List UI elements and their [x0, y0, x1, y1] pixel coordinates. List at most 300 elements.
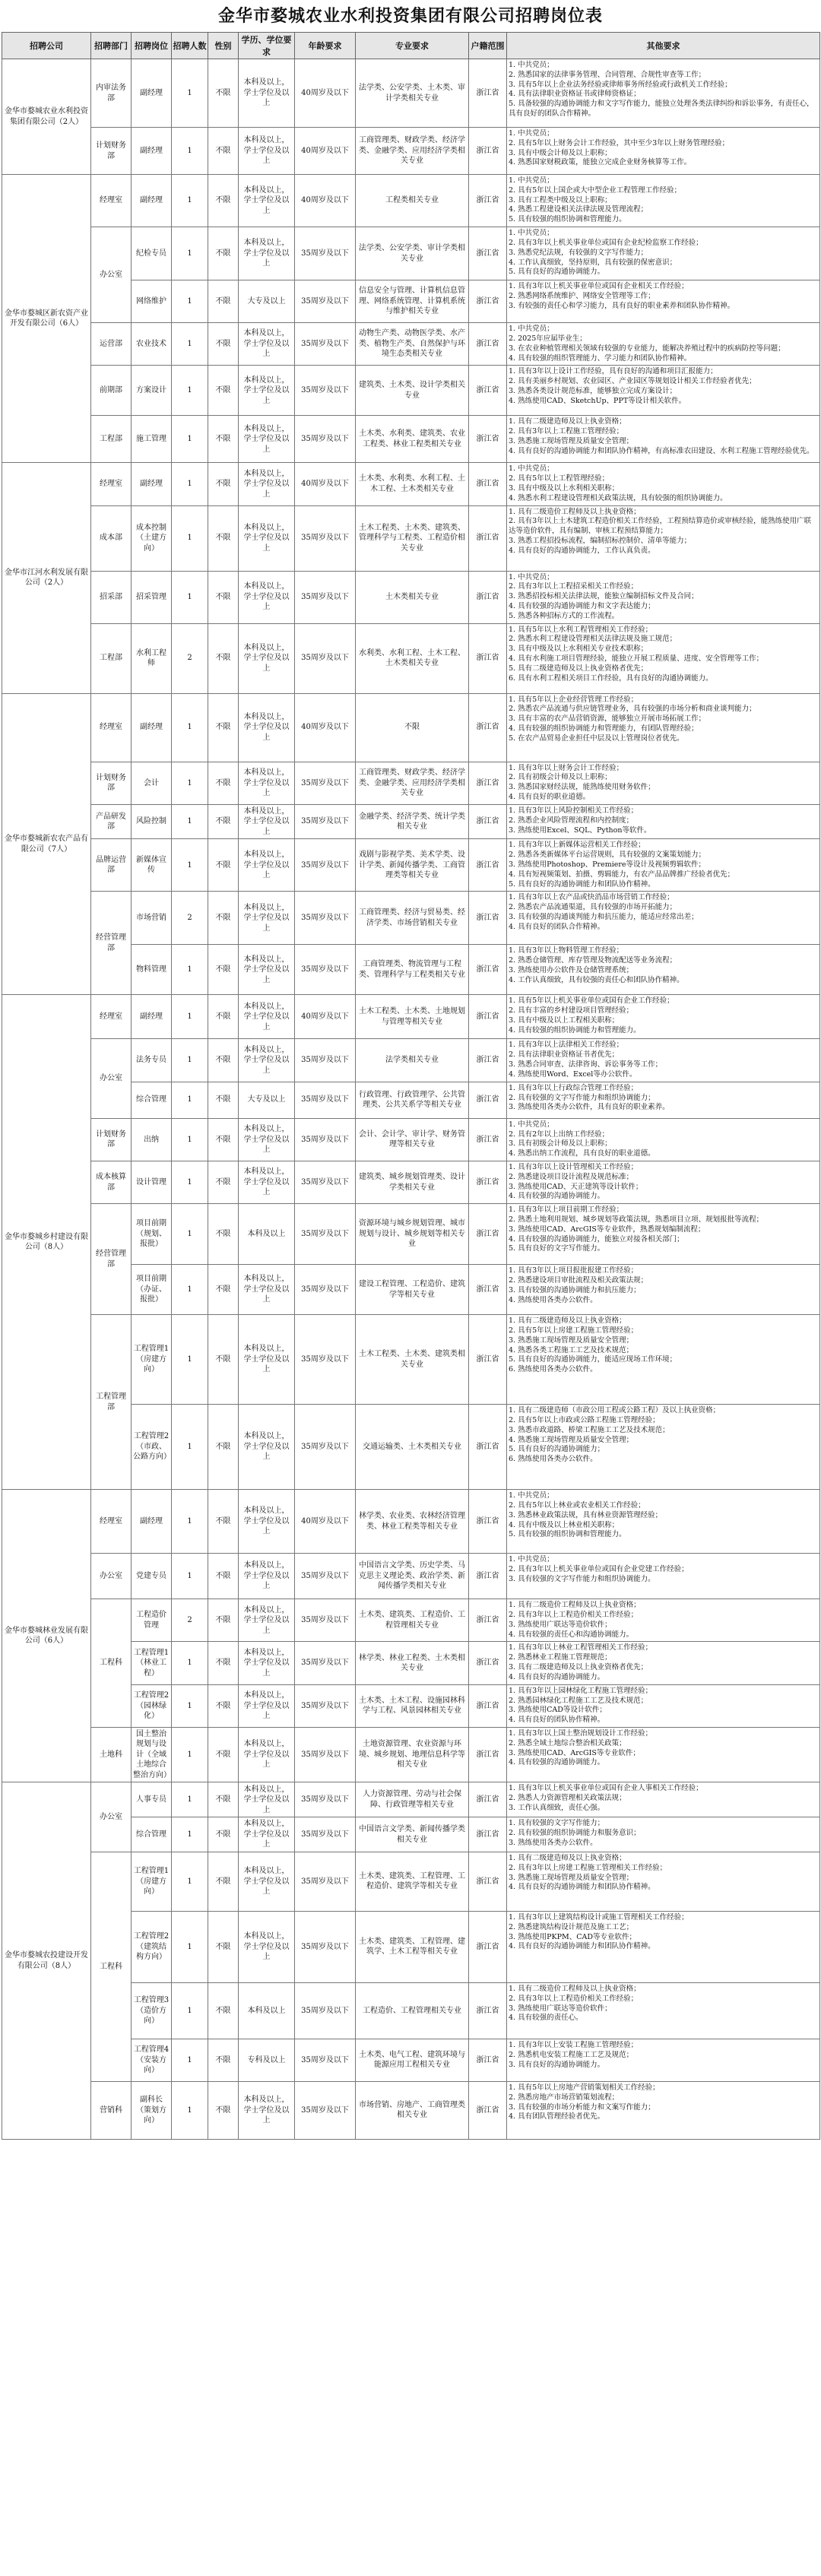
other-requirements-cell	[507, 1204, 820, 1265]
age-cell: 35周岁及以下	[295, 1039, 356, 1082]
requirement-line: 4. 具有良好的团队合作精神。	[509, 922, 605, 931]
requirement-line: 2. 具有5年以上工程管理经验；	[509, 474, 610, 483]
age-cell: 35周岁及以下	[295, 1727, 356, 1782]
other-requirements-cell	[507, 1782, 820, 1817]
requirement-line: 4. 具有良好的沟通协调能力和团队协作精神。	[509, 1883, 655, 1892]
requirement-line: 2. 具有3年以上工程造价相关工作经验；	[509, 1611, 639, 1619]
headcount-cell: 1	[172, 1161, 208, 1203]
department-cell: 工程科	[91, 1599, 132, 1728]
company-name-cell: 金华市婺城乡村建设有限公司（8人）	[2, 995, 91, 1490]
major-cell: 土木类、土木工程、设施园林科学与工程、风景园林相关专业	[356, 1684, 469, 1727]
requirement-line: 4. 具有较强的责任心。	[509, 2014, 583, 2023]
age-cell: 35周岁及以下	[295, 323, 356, 366]
requirement-line: 4. 具有良好的沟通协调能力，工作认真负责。	[509, 546, 655, 555]
requirement-line: 4. 具有良好的沟通协调能力和团队协作精神。	[509, 1942, 655, 1951]
age-cell: 35周岁及以下	[295, 1204, 356, 1265]
gender-cell: 不限	[208, 1405, 239, 1490]
requirement-line: 1. 具有二级建造师及以上执业资格；	[509, 417, 626, 426]
other-requirements-cell	[507, 1265, 820, 1315]
requirement-line: 1. 具有3年以上机关事业单位或国有企业相关工作经验；	[509, 282, 689, 291]
requirement-line: 2. 熟悉建设项目审批流程及相关政策法规；	[509, 1276, 648, 1285]
requirement-line: 1. 具有3年以上物料管理工作经验；	[509, 946, 624, 955]
position-cell: 法务专员	[132, 1039, 172, 1082]
requirement-line: 2. 具有3年以上机关事业单位或国有企业党建工作经验；	[509, 1565, 689, 1573]
major-cell: 建筑类、城乡规划管理类、设计学类相关专业	[356, 1161, 469, 1203]
column-header: 招聘公司	[2, 33, 91, 59]
requirement-line: 1. 具有3年以上项目前期工作经验；	[509, 1206, 624, 1215]
table-row	[2, 1039, 820, 1082]
table-row	[2, 1727, 820, 1782]
hukou-cell: 浙江省	[469, 1599, 507, 1642]
education-cell: 本科及以上	[239, 1982, 295, 2039]
age-cell: 35周岁及以下	[295, 1599, 356, 1642]
major-cell: 市场营销、房地产、工商管理类相关专业	[356, 2081, 469, 2139]
table-row	[2, 1554, 820, 1599]
hukou-cell: 浙江省	[469, 623, 507, 693]
hukou-cell: 浙江省	[469, 323, 507, 366]
position-cell: 副科长（策划方向）	[132, 2081, 172, 2139]
headcount-cell: 1	[172, 227, 208, 280]
age-cell: 35周岁及以下	[295, 227, 356, 280]
position-cell: 项目前期（办证、报批）	[132, 1265, 172, 1315]
requirement-line: 3. 具有中级及以上工程相关职称；	[509, 1016, 620, 1025]
requirement-line: 4. 熟悉水利工程建设管理相关政策法规，具有较强的组织协调能力。	[509, 493, 727, 502]
requirement-line: 3. 熟练使用PKPM、CAD等专业软件；	[509, 1932, 636, 1941]
requirement-line: 4. 具有较强的组织协调能力和管理能力。	[509, 1025, 641, 1035]
education-cell: 本科及以上，学士学位及以上	[239, 1782, 295, 1817]
other-requirements-cell	[507, 995, 820, 1039]
major-cell: 土木类、水利类、建筑类、农业工程类、林业工程类相关专业	[356, 416, 469, 463]
hukou-cell: 浙江省	[469, 995, 507, 1039]
position-cell: 网络维护	[132, 280, 172, 323]
requirement-line: 2. 熟悉各类新媒体平台运营规则，具有较强的文案策划能力；	[509, 851, 706, 860]
education-cell: 本科及以上，学士学位及以上	[239, 1727, 295, 1782]
requirement-line: 3. 具有中级及以上水利相关职称；	[509, 483, 620, 493]
education-cell: 本科及以上，学士学位及以上	[239, 623, 295, 693]
table-row	[2, 1852, 820, 1911]
education-cell: 本科及以上，学士学位及以上	[239, 323, 295, 366]
requirement-line: 2. 熟悉建筑结构设计规范及施工工艺；	[509, 1922, 634, 1931]
major-cell: 行政管理、行政管理学、公共管理类、公共关系学等相关专业	[356, 1082, 469, 1118]
major-cell: 土木类相关专业	[356, 571, 469, 623]
recruitment-table	[2, 32, 820, 2140]
position-cell: 工程管理4（安装方向）	[132, 2039, 172, 2081]
position-cell: 纪检专员	[132, 227, 172, 280]
requirement-line: 1. 具有3年以上设计管理相关工作经验；	[509, 1162, 639, 1171]
requirement-line: 5. 具有良好的沟通协调能力。	[509, 268, 605, 277]
gender-cell: 不限	[208, 1118, 239, 1161]
other-requirements-cell	[507, 571, 820, 623]
requirement-line: 3. 熟悉党纪法规，有较强的文字写作能力；	[509, 248, 648, 257]
major-cell: 土地资源管理、农业资源与环境、城乡规划、地理信息科学等相关专业	[356, 1727, 469, 1782]
requirement-line: 1. 具有5年以上企业经营管理工作经验；	[509, 695, 639, 704]
headcount-cell: 1	[172, 1817, 208, 1852]
requirement-line: 5. 具有良好的沟通协调能力和团队协作精神。	[509, 879, 655, 889]
requirement-line: 4. 工作认真细致，坚持原则，具有较强的保密意识；	[509, 258, 677, 267]
age-cell: 40周岁及以下	[295, 995, 356, 1039]
requirement-line: 4. 熟练使用Word、Excel等办公软件。	[509, 1069, 637, 1079]
age-cell: 35周岁及以下	[295, 1817, 356, 1852]
requirement-line: 4. 具有良好的沟通协调能力。	[509, 1672, 605, 1681]
table-row	[2, 128, 820, 175]
requirement-line: 4. 熟练使用CAD、SketchUp、PPT等设计相关软件。	[509, 396, 686, 405]
requirement-line: 1. 具有二级造价工程师及以上执业资格；	[509, 1984, 641, 1993]
headcount-cell: 1	[172, 1911, 208, 1982]
headcount-cell: 1	[172, 1265, 208, 1315]
education-cell: 本科及以上，学士学位及以上	[239, 892, 295, 945]
requirement-line: 2. 具有美丽乡村规划、农业园区、产业园区等规划设计相关工作经验者优先；	[509, 377, 756, 386]
requirement-line: 4. 熟悉施工现场管理及质量安全管理；	[509, 1435, 634, 1444]
requirement-line: 4. 熟悉各类工程施工工艺及技术规范；	[509, 1345, 634, 1355]
table-row	[2, 995, 820, 1039]
company-name-cell: 金华市婺城农业水利投资集团有限公司（2人）	[2, 59, 91, 175]
other-requirements-cell	[507, 1039, 820, 1082]
gender-cell: 不限	[208, 227, 239, 280]
other-requirements-cell	[507, 1405, 820, 1490]
age-cell: 35周岁及以下	[295, 571, 356, 623]
table-row	[2, 1204, 820, 1265]
requirement-line: 3. 熟练使用Excel、SQL、Python等软件。	[509, 825, 651, 835]
requirement-line: 1. 具有3年以上建筑结构设计或施工管理相关工作经验；	[509, 1912, 689, 1922]
major-cell: 土木工程类、土木类、土地规划与管理等相关专业	[356, 995, 469, 1039]
requirement-line: 5. 熟悉各种招标方式的工作流程。	[509, 611, 620, 620]
department-cell: 计划财务部	[91, 128, 132, 175]
education-cell: 本科及以上，学士学位及以上	[239, 1852, 295, 1911]
position-cell: 会计	[132, 762, 172, 804]
major-cell: 工商管理类、经济与贸易类、经济学类、市场营销相关专业	[356, 892, 469, 945]
other-requirements-cell	[507, 1911, 820, 1982]
age-cell: 40周岁及以下	[295, 175, 356, 227]
requirement-line: 3. 熟悉林业政策法规，具有林业资源管理经验；	[509, 1510, 663, 1519]
requirement-line: 5. 具有良好的文字写作能力。	[509, 1244, 605, 1253]
major-cell: 土木类、水利类、水利工程、土木工程、土木类相关专业	[356, 463, 469, 505]
requirement-line: 4. 工作认真细致，具有较强的责任心和团队协作精神。	[509, 975, 684, 984]
requirement-line: 2. 具有5年以上市政或公路工程施工管理经验；	[509, 1416, 660, 1424]
other-requirements-cell	[507, 59, 820, 128]
education-cell: 本科及以上，学士学位及以上	[239, 1599, 295, 1642]
requirement-line: 2. 具有3年以上机关事业单位或国有企业纪检监察工作经验；	[509, 238, 703, 247]
requirement-line: 1. 中共党员；	[509, 1491, 554, 1500]
education-cell: 本科及以上，学士学位及以上	[239, 1490, 295, 1554]
department-cell: 办公室	[91, 1039, 132, 1118]
position-cell: 招采管理	[132, 571, 172, 623]
hukou-cell: 浙江省	[469, 1265, 507, 1315]
requirement-line: 3. 具有中级会计师及以上职称；	[509, 148, 612, 157]
requirement-line: 2. 熟悉网络系统维护、网络安全管理等工作；	[509, 291, 655, 300]
age-cell: 35周岁及以下	[295, 1082, 356, 1118]
company-name-cell: 金华市婺城林业发展有限公司（6人）	[2, 1490, 91, 1782]
table-row	[2, 1118, 820, 1161]
hukou-cell: 浙江省	[469, 1490, 507, 1554]
requirement-line: 2. 熟悉水利工程建设管理相关法律法规及施工规范；	[509, 635, 677, 644]
hukou-cell: 浙江省	[469, 1554, 507, 1599]
headcount-cell: 1	[172, 128, 208, 175]
position-cell: 设计管理	[132, 1161, 172, 1203]
company-name-cell: 金华市婺城新农农产品有限公司（7人）	[2, 693, 91, 995]
requirement-line: 2. 具有3年以上房建工程施工管理相关工作经验；	[509, 1863, 667, 1872]
requirement-line: 1. 具有3年以上项目报批报建工作经验；	[509, 1266, 639, 1275]
other-requirements-cell	[507, 693, 820, 762]
other-requirements-cell	[507, 1118, 820, 1161]
other-requirements-cell	[507, 1161, 820, 1203]
headcount-cell: 1	[172, 175, 208, 227]
requirement-line: 2. 熟悉企业风险管理流程和内控制度；	[509, 816, 634, 825]
position-cell: 副经理	[132, 175, 172, 227]
requirement-line: 3. 熟悉施工现场管理及质量安全管理；	[509, 436, 634, 445]
column-header: 招聘岗位	[132, 33, 172, 59]
requirement-line: 2. 熟悉林业工程施工管理规范；	[509, 1653, 612, 1662]
major-cell: 工程造价、工程管理相关专业	[356, 1982, 469, 2039]
gender-cell: 不限	[208, 693, 239, 762]
headcount-cell: 2	[172, 892, 208, 945]
requirement-line: 3. 熟悉施工现场管理及质量安全管理；	[509, 1336, 634, 1345]
hukou-cell: 浙江省	[469, 762, 507, 804]
requirement-line: 2. 具有3年以上工程造价相关工作经验；	[509, 1994, 639, 2003]
major-cell: 土木类、建筑类、工程造价、工程管理相关专业	[356, 1599, 469, 1642]
department-cell: 营销科	[91, 2081, 132, 2139]
education-cell: 本科及以上，学士学位及以上	[239, 416, 295, 463]
major-cell: 法学类、公安学类、审计学类相关专业	[356, 227, 469, 280]
requirement-line: 2. 具有3年以上土木建筑工程造价相关工作经验，工程预结算造价或审核经验，能熟练使用广联达等造价软件，具有编制、审核工程预结算能力；	[509, 517, 812, 536]
company-name-cell: 金华市婺城农投建设开发有限公司（8人）	[2, 1782, 91, 2140]
headcount-cell: 1	[172, 1405, 208, 1490]
headcount-cell: 1	[172, 59, 208, 128]
department-cell: 工程科	[91, 1852, 132, 2081]
department-cell: 经理室	[91, 175, 132, 227]
education-cell: 本科及以上，学士学位及以上	[239, 1684, 295, 1727]
requirement-line: 4. 具有良好的职业道德。	[509, 793, 591, 802]
department-cell: 成本部	[91, 505, 132, 571]
other-requirements-cell	[507, 804, 820, 839]
gender-cell: 不限	[208, 1161, 239, 1203]
department-cell: 计划财务部	[91, 762, 132, 804]
education-cell: 本科及以上，学士学位及以上	[239, 1039, 295, 1082]
education-cell: 本科及以上，学士学位及以上	[239, 995, 295, 1039]
requirement-line: 3. 具有良好的沟通协调能力。	[509, 2060, 605, 2069]
requirement-line: 2. 熟悉农产品流通渠道，具有较强的市场开拓能力；	[509, 903, 677, 912]
requirement-line: 2. 具有5年以上林业或农业相关工作经验；	[509, 1501, 645, 1510]
education-cell: 本科及以上，学士学位及以上	[239, 804, 295, 839]
requirement-line: 3. 熟练使用CAD、天正建筑等设计软件；	[509, 1182, 643, 1191]
major-cell: 会计、会计学、审计学、财务管理等相关专业	[356, 1118, 469, 1161]
requirement-line: 2. 熟悉房地产市场营销策划流程；	[509, 2093, 620, 2102]
requirement-line: 6. 熟练使用各类办公软件。	[509, 1365, 598, 1374]
table-row	[2, 571, 820, 623]
requirement-line: 2. 具有5年以上国企或大中型企业工程管理工作经验；	[509, 185, 682, 195]
requirement-line: 3. 熟悉合同审查、法律咨询、诉讼事务等工作；	[509, 1060, 663, 1069]
department-cell: 经理室	[91, 1490, 132, 1554]
other-requirements-cell	[507, 945, 820, 995]
department-cell: 前期部	[91, 366, 132, 416]
requirement-line: 2. 具有5年以上财务会计工作经验，其中至少3年以上财务管理经验；	[509, 138, 730, 147]
gender-cell: 不限	[208, 839, 239, 892]
department-cell: 工程管理部	[91, 1315, 132, 1490]
headcount-cell: 1	[172, 323, 208, 366]
headcount-cell: 1	[172, 1490, 208, 1554]
gender-cell: 不限	[208, 59, 239, 128]
table-row	[2, 892, 820, 945]
requirement-line: 5. 具有二级建造师及以上执业资格者优先；	[509, 664, 648, 673]
requirement-line: 1. 具有3年以上财务会计工作经验；	[509, 763, 624, 772]
headcount-cell: 1	[172, 945, 208, 995]
age-cell: 35周岁及以下	[295, 945, 356, 995]
column-header: 年龄要求	[295, 33, 356, 59]
requirement-line: 5. 在农产品贸易企业担任中层及以上管理岗位者优先。	[509, 734, 684, 743]
age-cell: 35周岁及以下	[295, 1982, 356, 2039]
headcount-cell: 1	[172, 2081, 208, 2139]
requirement-line: 3. 熟练使用Photoshop、Premiere等设计及视频剪辑软件；	[509, 860, 706, 869]
requirement-line: 3. 具有二级建造师及以上执业资格者优先；	[509, 1663, 648, 1672]
position-cell: 党建专员	[132, 1554, 172, 1599]
major-cell: 法学类、公安学类、土木类、审计学类相关专业	[356, 59, 469, 128]
hukou-cell: 浙江省	[469, 1082, 507, 1118]
headcount-cell: 1	[172, 1782, 208, 1817]
position-cell: 新媒体宣传	[132, 839, 172, 892]
major-cell: 金融学类、经济学类、统计学类相关专业	[356, 804, 469, 839]
age-cell: 35周岁及以下	[295, 2039, 356, 2081]
gender-cell: 不限	[208, 1684, 239, 1727]
column-header: 性别	[208, 33, 239, 59]
requirement-line: 1. 中共党员；	[509, 1555, 554, 1564]
gender-cell: 不限	[208, 416, 239, 463]
requirement-line: 4. 熟练使用各类办公软件。	[509, 1295, 598, 1304]
headcount-cell: 1	[172, 762, 208, 804]
requirement-line: 2. 具有3年以上工程施工管理经验；	[509, 427, 624, 436]
other-requirements-cell	[507, 762, 820, 804]
other-requirements-cell	[507, 1684, 820, 1727]
headcount-cell: 1	[172, 995, 208, 1039]
major-cell: 中国语言文学类、新闻传播学类相关专业	[356, 1817, 469, 1852]
age-cell: 35周岁及以下	[295, 1265, 356, 1315]
other-requirements-cell	[507, 1642, 820, 1684]
position-cell: 副经理	[132, 693, 172, 762]
column-header: 户籍范围	[469, 33, 507, 59]
requirement-line: 3. 具有较强的沟通协调能力和抗压能力；	[509, 1285, 641, 1294]
requirement-line: 4. 具有较强的沟通协调能力和文字表达能力；	[509, 602, 655, 610]
education-cell: 本科及以上，学士学位及以上	[239, 59, 295, 128]
requirement-line: 4. 具有较强的组织管理能力、学习能力和团队协作精神。	[509, 353, 692, 363]
hukou-cell: 浙江省	[469, 463, 507, 505]
education-cell: 本科及以上，学士学位及以上	[239, 463, 295, 505]
requirement-line: 3. 具有较强的文字写作能力和组织协调能力。	[509, 1574, 655, 1583]
requirement-line: 4. 熟悉出纳工作流程，具有良好的职业道德。	[509, 1149, 655, 1158]
major-cell: 法学类相关专业	[356, 1039, 469, 1082]
hukou-cell: 浙江省	[469, 892, 507, 945]
age-cell: 40周岁及以下	[295, 463, 356, 505]
age-cell: 40周岁及以下	[295, 1490, 356, 1554]
gender-cell: 不限	[208, 623, 239, 693]
hukou-cell: 浙江省	[469, 2039, 507, 2081]
age-cell: 35周岁及以下	[295, 839, 356, 892]
education-cell: 本科及以上，学士学位及以上	[239, 505, 295, 571]
requirement-line: 4. 具有水利施工项目管理经验，能独立开展工程质量、进度、安全管理等工作；	[509, 654, 764, 664]
requirement-line: 1. 中共党员；	[509, 464, 554, 474]
requirement-line: 2. 具有5年以上房建工程施工管理经验；	[509, 1326, 639, 1335]
age-cell: 35周岁及以下	[295, 1315, 356, 1405]
requirement-line: 3. 具有较强的市场分析能力和文案写作能力；	[509, 2102, 655, 2112]
other-requirements-cell	[507, 280, 820, 323]
table-row	[2, 693, 820, 762]
requirement-line: 3. 熟悉工程招投标流程，编制招标控制价、清单等能力；	[509, 537, 692, 545]
requirement-line: 2. 熟悉国家的法律事务管理、合同管理、合规性审查等工作；	[509, 70, 706, 79]
column-header: 其他要求	[507, 33, 820, 59]
requirement-line: 3. 熟练使用CAD、ArcGIS等专业软件；	[509, 1748, 640, 1757]
major-cell: 土木工程类、土木类、建筑类相关专业	[356, 1315, 469, 1405]
table-row	[2, 1599, 820, 1642]
position-cell: 工程管理1（房建方向）	[132, 1315, 172, 1405]
requirement-line: 1. 具有较强的文字写作能力；	[509, 1819, 605, 1828]
gender-cell: 不限	[208, 1315, 239, 1405]
table-body	[2, 59, 820, 2140]
requirement-line: 3. 熟悉招投标相关法律法规，能独立编制招标文件及合同；	[509, 592, 699, 601]
gender-cell: 不限	[208, 505, 239, 571]
major-cell: 工商管理类、财政学类、经济学类、金融学类、应用经济学类相关专业	[356, 128, 469, 175]
headcount-cell: 1	[172, 463, 208, 505]
gender-cell: 不限	[208, 1642, 239, 1684]
hukou-cell: 浙江省	[469, 571, 507, 623]
requirement-line: 2. 熟悉全域土地综合整治相关政策；	[509, 1738, 626, 1747]
hukou-cell: 浙江省	[469, 839, 507, 892]
other-requirements-cell	[507, 1315, 820, 1405]
requirement-line: 1. 具有5年以上房地产营销策划相关工作经验；	[509, 2083, 660, 2092]
headcount-cell: 1	[172, 1204, 208, 1265]
age-cell: 35周岁及以下	[295, 1118, 356, 1161]
position-cell: 工程管理2（市政、公路方向）	[132, 1405, 172, 1490]
requirement-line: 5. 具有较强的组织协调和管理能力。	[509, 215, 626, 224]
gender-cell: 不限	[208, 366, 239, 416]
column-header: 学历、学位要求	[239, 33, 295, 59]
age-cell: 35周岁及以下	[295, 280, 356, 323]
age-cell: 35周岁及以下	[295, 505, 356, 571]
department-cell: 办公室	[91, 1554, 132, 1599]
other-requirements-cell	[507, 505, 820, 571]
other-requirements-cell	[507, 1817, 820, 1852]
requirement-line: 1. 具有3年以上法律相关工作经验；	[509, 1041, 624, 1050]
requirement-line: 1. 中共党员；	[509, 129, 554, 138]
department-cell: 成本核算部	[91, 1161, 132, 1203]
position-cell: 综合管理	[132, 1817, 172, 1852]
requirement-line: 3. 熟练使用各类办公软件。	[509, 1839, 598, 1848]
major-cell: 工商管理类、物流管理与工程类、管理科学与工程类相关专业	[356, 945, 469, 995]
requirement-line: 3. 熟悉国家财经法规，能熟练使用财务软件；	[509, 783, 655, 792]
table-row	[2, 323, 820, 366]
department-cell: 经理室	[91, 995, 132, 1039]
education-cell: 本科及以上，学士学位及以上	[239, 693, 295, 762]
table-row	[2, 2081, 820, 2139]
age-cell: 35周岁及以下	[295, 366, 356, 416]
requirement-line: 3. 在农业种植管理相关领域有较强的专业能力，能解决养殖过程中的疾病防控等问题；	[509, 344, 785, 353]
headcount-cell: 1	[172, 416, 208, 463]
requirement-line: 3. 熟练使用CAD等设计软件；	[509, 1706, 607, 1715]
headcount-cell: 1	[172, 1684, 208, 1727]
requirement-line: 4. 具有较强的沟通协调能力，能独立对接各相关部门；	[509, 1234, 684, 1244]
position-cell: 物料管理	[132, 945, 172, 995]
requirement-line: 3. 熟练使用CAD、ArcGIS等专业软件，熟悉规划编制流程；	[509, 1225, 705, 1234]
other-requirements-cell	[507, 623, 820, 693]
age-cell: 40周岁及以下	[295, 693, 356, 762]
education-cell: 本科及以上，学士学位及以上	[239, 1315, 295, 1405]
gender-cell: 不限	[208, 995, 239, 1039]
age-cell: 35周岁及以下	[295, 1161, 356, 1203]
age-cell: 35周岁及以下	[295, 416, 356, 463]
age-cell: 40周岁及以下	[295, 128, 356, 175]
other-requirements-cell	[507, 1852, 820, 1911]
department-cell: 办公室	[91, 227, 132, 323]
requirement-line: 3. 有较强的责任心和学习能力，具有良好的职业素养和团队协作精神。	[509, 301, 735, 310]
education-cell: 本科及以上，学士学位及以上	[239, 839, 295, 892]
major-cell: 中国语言文学类、历史学类、马克思主义理论类、政治学类、新闻传播学类相关专业	[356, 1554, 469, 1599]
requirement-line: 3. 具有较强的沟通谈判能力和抗压能力，能适应经常出差；	[509, 913, 699, 922]
